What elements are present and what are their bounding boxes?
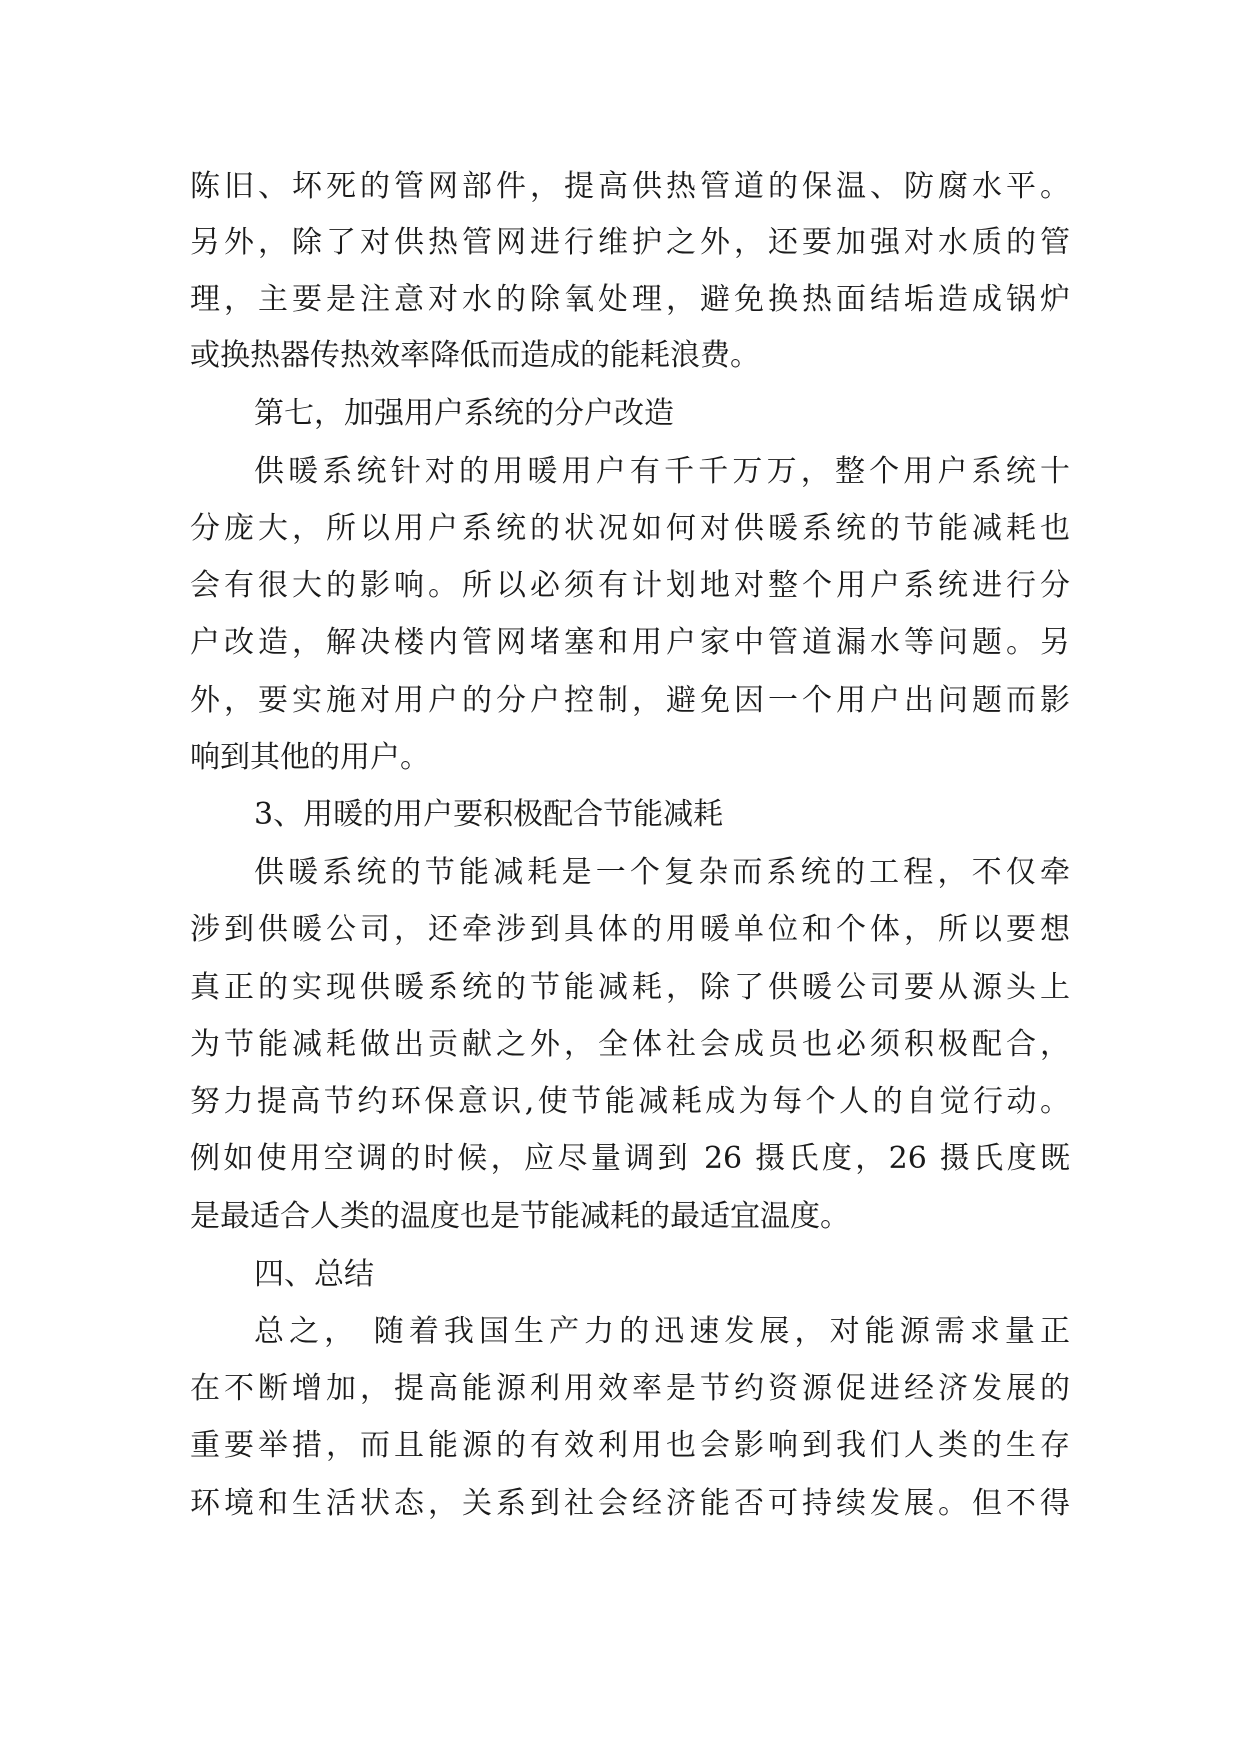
text-line: 在不断增加，提高能源利用效率是节约资源促进经济发展的 [190, 1371, 1070, 1406]
text-line: 外，要实施对用户的分户控制，避免因一个用户出问题而影 [190, 683, 1070, 718]
text-line: 陈旧、坏死的管网部件，提高供热管道的保温、防腐水平。 [190, 169, 1070, 204]
text-line: 理，主要是注意对水的除氧处理，避免换热面结垢造成锅炉 [190, 282, 1070, 317]
section-heading: 第七，加强用户系统的分户改造 [254, 396, 674, 431]
paragraph-first-line: 总之， 随着我国生产力的迅速发展，对能源需求量正 [254, 1314, 1070, 1349]
text-line: 为节能减耗做出贡献之外，全体社会成员也必须积极配合， [190, 1027, 1070, 1062]
text-line: 分庞大，所以用户系统的状况如何对供暖系统的节能减耗也 [190, 511, 1070, 546]
text-line: 户改造，解决楼内管网堵塞和用户家中管道漏水等问题。另 [190, 625, 1070, 660]
text-line: 或换热器传热效率降低而造成的能耗浪费。 [190, 338, 760, 373]
text-line: 努力提高节约环保意识,使节能减耗成为每个人的自觉行动。 [190, 1084, 1070, 1119]
text-line: 是最适合人类的温度也是节能减耗的最适宜温度。 [190, 1199, 850, 1234]
text-line: 另外，除了对供热管网进行维护之外，还要加强对水质的管 [190, 225, 1070, 260]
text-line: 真正的实现供暖系统的节能减耗，除了供暖公司要从源头上 [190, 970, 1070, 1005]
section-heading: 四、总结 [254, 1257, 374, 1292]
text-line: 响到其他的用户。 [190, 740, 430, 775]
paragraph-first-line: 供暖系统针对的用暖用户有千千万万，整个用户系统十 [254, 454, 1070, 489]
text-line: 例如使用空调的时候，应尽量调到 26 摄氏度，26 摄氏度既 [190, 1141, 1070, 1176]
section-heading: 3、用暖的用户要积极配合节能减耗 [254, 797, 724, 832]
paragraph-first-line: 供暖系统的节能减耗是一个复杂而系统的工程，不仅牵 [254, 855, 1070, 890]
text-line: 重要举措，而且能源的有效利用也会影响到我们人类的生存 [190, 1428, 1070, 1463]
text-line: 环境和生活状态，关系到社会经济能否可持续发展。但不得 [190, 1486, 1070, 1521]
text-line: 涉到供暖公司，还牵涉到具体的用暖单位和个体，所以要想 [190, 912, 1070, 947]
text-line: 会有很大的影响。所以必须有计划地对整个用户系统进行分 [190, 568, 1070, 603]
